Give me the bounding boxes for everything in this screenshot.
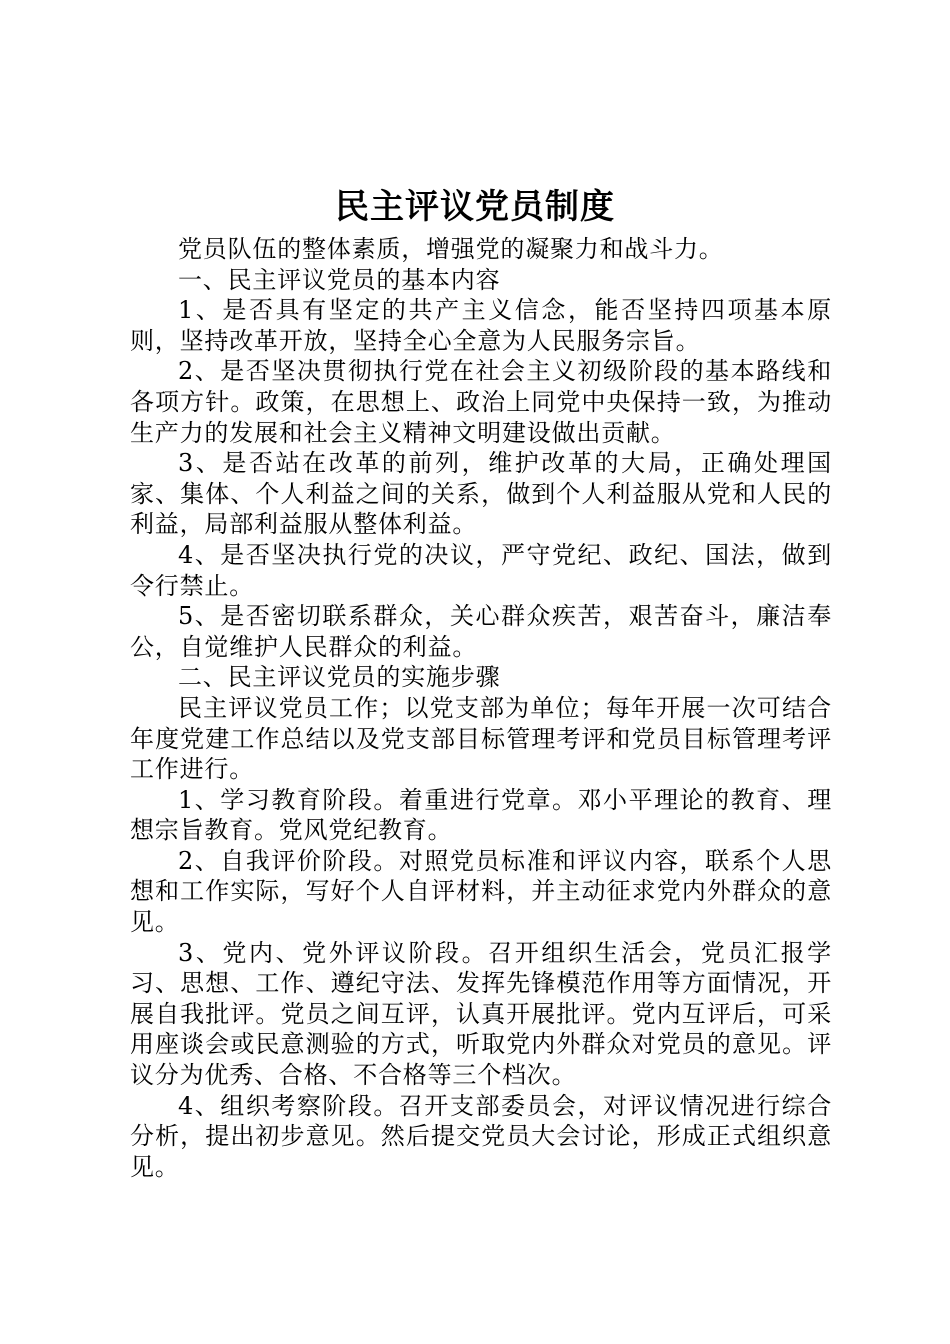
- section-heading-steps: 二、民主评议党员的实施步骤: [178, 663, 501, 692]
- paragraph-intro: 党员队伍的整体素质，增强党的凝聚力和战斗力。: [178, 235, 724, 263]
- paragraph-item: 4、是否坚决执行党的决议，严守党纪、政纪、国法，做到令行禁止。: [130, 540, 832, 600]
- document-title: 民主评议党员制度: [335, 187, 615, 227]
- document-body: [130, 234, 832, 1182]
- paragraph-item: 1、是否具有坚定的共产主义信念，能否坚持四项基本原则，坚持改革开放，坚持全心全意为人民服务宗旨。: [130, 296, 832, 355]
- paragraph-item: 3、是否站在改革的前列，维护改革的大局，正确处理国家、集体、个人利益之间的关系，做到个人利益服从党和人民的利益，局部利益服从整体利益。: [130, 449, 832, 539]
- paragraph-item: 1、学习教育阶段。着重进行党章。邓小平理论的教育、理想宗旨教育。党风党纪教育。: [130, 785, 832, 845]
- section-heading-content: 一、民主评议党员的基本内容: [178, 265, 501, 294]
- paragraph-item: 5、是否密切联系群众，关心群众疾苦，艰苦奋斗，廉洁奉公，自觉维护人民群众的利益。: [130, 602, 832, 661]
- paragraph-item: 3、党内、党外评议阶段。召开组织生活会，党员汇报学习、思想、工作、遵纪守法、发挥先锋模范作用等方面情况，开展自我批评。党员之间互评，认真开展批评。党内互评后，可采用座谈会或民意测验的方式，听取党内外群众对党员的意见。评议分为优秀、合格、不合格等三个档次。: [130, 938, 832, 1090]
- paragraph-item: 4、组织考察阶段。召开支部委员会，对评议情况进行综合分析，提出初步意见。然后提交党员大会讨论，形成正式组织意见。: [130, 1091, 832, 1181]
- paragraph-item: 2、是否坚决贯彻执行党在社会主义初级阶段的基本路线和各项方针。政策，在思想上、政治上同党中央保持一致，为推动生产力的发展和社会主义精神文明建设做出贡献。: [130, 357, 832, 447]
- paragraph-steps-intro: 民主评议党员工作；以党支部为单位；每年开展一次可结合年度党建工作总结以及党支部目标管理考评和党员目标管理考评工作进行。: [130, 693, 832, 784]
- paragraph-item: 2、自我评价阶段。对照党员标准和评议内容，联系个人思想和工作实际，写好个人自评材料，并主动征求党内外群众的意见。: [130, 846, 832, 937]
